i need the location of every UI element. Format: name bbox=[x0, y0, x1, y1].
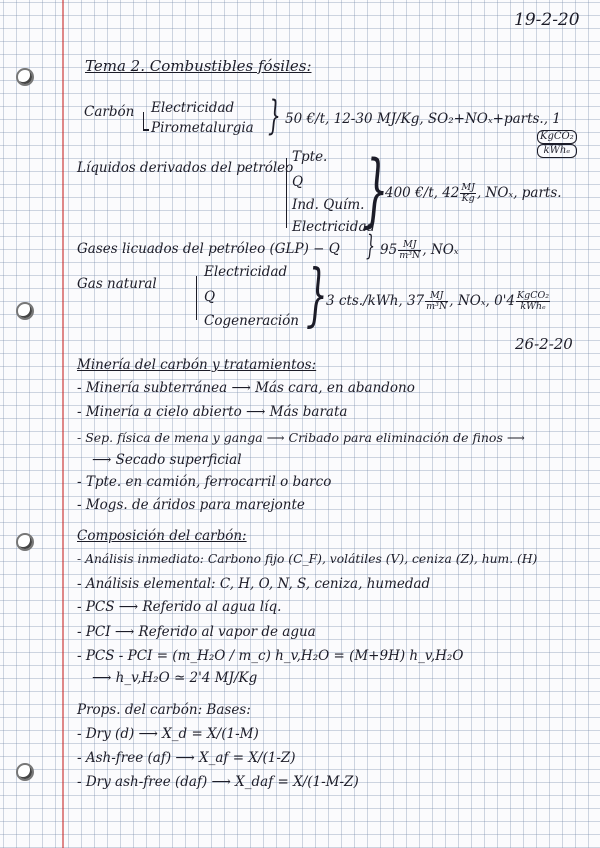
fraction-den: m³N bbox=[426, 301, 448, 312]
list-item: - PCS ⟶ Referido al agua líq. bbox=[77, 599, 282, 615]
fraction-num: MJ bbox=[398, 240, 421, 251]
binder-hole bbox=[16, 763, 34, 781]
list-item: - PCI ⟶ Referido al vapor de agua bbox=[77, 624, 316, 640]
tree-connector bbox=[143, 129, 149, 131]
list-item: - Dry ash-free (daf) ⟶ X_daf = X/(1-M-Z) bbox=[77, 774, 359, 790]
gas-item: Q bbox=[204, 289, 216, 305]
gas-label: Gas natural bbox=[77, 276, 157, 292]
liquidos-item: Ind. Quím. bbox=[292, 197, 365, 213]
binder-hole bbox=[16, 533, 34, 551]
gas-summary-a: 3 cts./kWh, 37 bbox=[326, 293, 425, 309]
carbon-unit-top: KgCO₂ bbox=[537, 130, 577, 144]
section-heading: Minería del carbón y tratamientos: bbox=[77, 357, 317, 373]
fraction-num: KgCO₂ bbox=[517, 290, 550, 301]
tree-connector bbox=[286, 158, 287, 228]
right-brace: } bbox=[268, 93, 281, 139]
fraction-den: kWhₑ bbox=[520, 301, 546, 312]
gas-item: Cogeneración bbox=[204, 313, 299, 329]
binder-hole bbox=[16, 68, 34, 86]
gas-item: Electricidad bbox=[204, 264, 288, 280]
right-brace: } bbox=[306, 256, 328, 335]
gas-summary-b: , NOₓ, 0'4 bbox=[449, 293, 516, 309]
section-heading: Props. del carbón: Bases: bbox=[77, 702, 251, 718]
carbon-label: Carbón bbox=[84, 104, 135, 120]
liquidos-item: Tpte. bbox=[292, 149, 328, 165]
carbon-unit-bottom: kWhₑ bbox=[537, 144, 577, 158]
liquidos-item: Q bbox=[292, 174, 304, 190]
glp-summary bbox=[380, 240, 459, 261]
list-item: - Tpte. en camión, ferrocarril o barco bbox=[77, 474, 332, 490]
list-item: - Mogs. de áridos para marejonte bbox=[77, 497, 305, 513]
list-item: - Análisis elemental: C, H, O, N, S, ceniza, humedad bbox=[77, 576, 431, 592]
liquidos-summary bbox=[385, 183, 562, 204]
carbon-item: Electricidad bbox=[151, 100, 235, 116]
margin-line bbox=[62, 0, 64, 848]
carbon-item: Pirometalurgia bbox=[151, 120, 254, 136]
binder-hole bbox=[16, 302, 34, 320]
date-2: 26-2-20 bbox=[515, 335, 573, 353]
fraction-den: Kg bbox=[461, 193, 475, 204]
fraction-num: MJ bbox=[461, 182, 475, 193]
fraction-den: m³N bbox=[399, 250, 421, 261]
list-item: - Minería subterránea ⟶ Más cara, en abandono bbox=[77, 380, 415, 396]
liquidos-summary-b: , NOₓ, parts. bbox=[476, 185, 562, 201]
fraction-num: MJ bbox=[425, 291, 448, 302]
gas-summary bbox=[326, 291, 551, 312]
list-item: - Sep. física de mena y ganga ⟶ Cribado para eliminación de finos ⟶ bbox=[77, 430, 525, 445]
liquidos-summary-a: 400 €/t, 42 bbox=[385, 185, 460, 201]
glp-label: Gases licuados del petróleo (GLP) − Q bbox=[77, 241, 340, 257]
carbon-summary: 50 €/t, 12-30 MJ/Kg, SO₂+NOₓ+parts., 1 bbox=[285, 111, 561, 127]
liquidos-label: Líquidos derivados del petróleo bbox=[77, 160, 294, 176]
right-brace: } bbox=[363, 143, 389, 236]
list-item: - Ash-free (af) ⟶ X_af = X/(1-Z) bbox=[77, 750, 296, 766]
carbon-unit bbox=[537, 130, 577, 158]
list-item: ⟶ h_v,H₂O ≃ 2'4 MJ/Kg bbox=[92, 670, 258, 686]
fraction bbox=[398, 240, 421, 261]
fraction bbox=[425, 291, 448, 312]
list-item: - PCS - PCI = (m_H₂O / m_c) h_v,H₂O = (M+9H) h_v,H₂O bbox=[77, 648, 464, 664]
page-title: Tema 2. Combustibles fósiles: bbox=[85, 57, 312, 75]
glp-summary-b: , NOₓ bbox=[422, 242, 459, 258]
fraction bbox=[516, 291, 550, 312]
list-item: ⟶ Secado superficial bbox=[92, 452, 242, 468]
list-item: - Dry (d) ⟶ X_d = X/(1-M) bbox=[77, 726, 259, 742]
liquidos-item: Electricidad bbox=[292, 219, 376, 235]
date-header: 19-2-20 bbox=[514, 10, 580, 30]
section-heading: Composición del carbón: bbox=[77, 528, 247, 544]
list-item: - Minería a cielo abierto ⟶ Más barata bbox=[77, 404, 348, 420]
tree-connector bbox=[143, 112, 144, 130]
list-item: - Análisis inmediato: Carbono fijo (C_F), volátiles (V), ceniza (Z), hum. (H) bbox=[77, 552, 538, 566]
right-brace: } bbox=[366, 229, 375, 262]
glp-summary-a: 95 bbox=[380, 242, 398, 258]
fraction bbox=[460, 183, 476, 204]
tree-connector bbox=[196, 276, 197, 320]
